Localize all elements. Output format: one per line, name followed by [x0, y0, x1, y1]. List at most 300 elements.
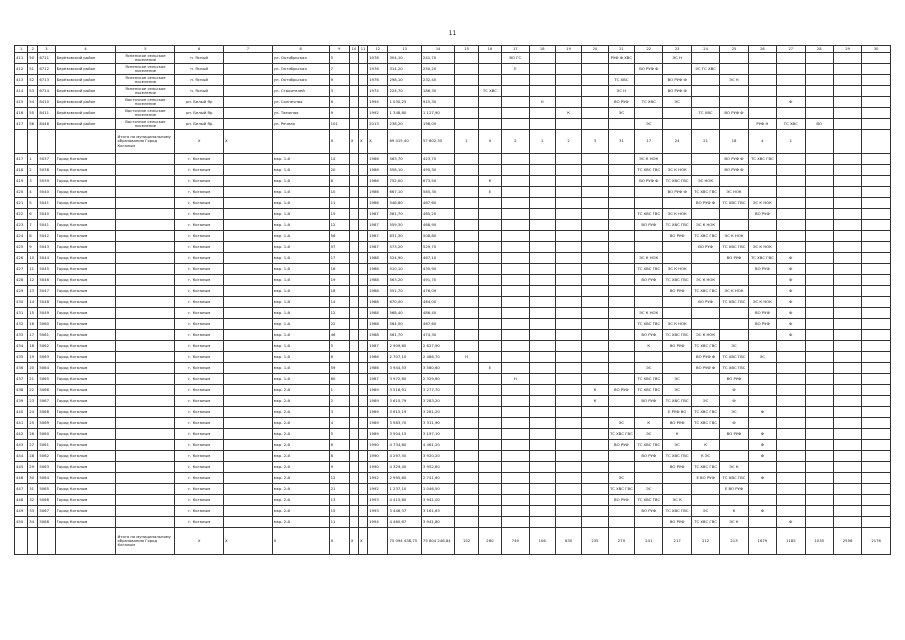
table-cell: 2013: [368, 119, 388, 130]
table-cell: [478, 53, 501, 64]
table-cell: [555, 418, 581, 429]
table-cell: ТС ХВС ГВС: [635, 440, 663, 451]
table-cell: Город Когалым: [55, 297, 116, 308]
table-cell: 491,70: [421, 275, 454, 286]
table-cell: [833, 97, 861, 108]
table-cell: [359, 396, 368, 407]
table-cell: 1976: [368, 64, 388, 75]
table-cell: [805, 418, 833, 429]
table-cell: Город Когалым: [55, 187, 116, 198]
table-cell: [529, 363, 555, 374]
table-cell: 3 283,20: [421, 396, 454, 407]
table-cell: [608, 297, 634, 308]
table-cell: ВО РУФ: [663, 341, 691, 352]
table-cell: [349, 396, 358, 407]
col-number: 12: [368, 46, 388, 53]
table-cell: 1987: [368, 220, 388, 231]
table-cell: 563,70: [388, 154, 421, 165]
table-cell: Город Когалым: [55, 308, 116, 319]
table-cell: [862, 119, 891, 130]
table-cell: 1993: [368, 506, 388, 517]
table-cell: 11: [329, 198, 349, 209]
table-cell: [502, 495, 529, 506]
table-cell: [555, 165, 581, 176]
table-cell: [224, 187, 273, 198]
table-cell: 53: [28, 86, 38, 97]
table-cell: 224,70: [388, 86, 421, 97]
table-cell: 60: [329, 374, 349, 385]
table-cell: [478, 429, 501, 440]
table-cell: мкр. 1-й: [272, 363, 329, 374]
table-cell: [224, 451, 273, 462]
table-cell: Е: [478, 187, 501, 198]
table-cell: [224, 462, 273, 473]
table-cell: [555, 385, 581, 396]
table-cell: 250,20: [421, 64, 454, 75]
table-cell: 568,40: [388, 308, 421, 319]
table-cell: 2 627,90: [421, 341, 454, 352]
col-number: 8: [272, 46, 329, 53]
table-cell: [805, 198, 833, 209]
table-cell: [455, 75, 478, 86]
table-cell: [748, 86, 776, 97]
table-cell: 1986: [368, 352, 388, 363]
table-row: [15, 462, 891, 473]
table-cell: Город Когалым: [55, 506, 116, 517]
table-cell: [224, 53, 273, 64]
table-cell: [635, 231, 663, 242]
table-row: [15, 264, 891, 275]
table-cell: [38, 528, 55, 555]
col-number: 6: [175, 46, 224, 53]
table-cell: Берёзовский район: [55, 53, 116, 64]
table-cell: [582, 451, 608, 462]
table-cell: 17: [28, 330, 38, 341]
table-cell: 15: [28, 308, 38, 319]
table-cell: [582, 440, 608, 451]
table-cell: [833, 154, 861, 165]
table-cell: 4: [329, 418, 349, 429]
table-cell: [224, 209, 273, 220]
table-cell: [502, 440, 529, 451]
table-cell: [455, 341, 478, 352]
table-cell: 21: [28, 374, 38, 385]
table-cell: Ф: [777, 319, 805, 330]
table-row: [15, 220, 891, 231]
table-cell: [502, 165, 529, 176]
table-cell: [224, 352, 273, 363]
table-cell: г. Когалым: [175, 297, 224, 308]
table-cell: [349, 363, 358, 374]
table-cell: [478, 308, 501, 319]
table-cell: [224, 286, 273, 297]
table-cell: [805, 264, 833, 275]
table-cell: 430: [15, 297, 28, 308]
table-cell: ЭС К НОК: [663, 209, 691, 220]
table-cell: ЭС К НОК: [748, 198, 776, 209]
table-cell: ВО РУФ: [635, 396, 663, 407]
table-cell: [455, 495, 478, 506]
table-cell: 1: [329, 385, 349, 396]
table-cell: 450: [15, 517, 28, 528]
table-cell: [635, 517, 663, 528]
table-cell: 9: [329, 108, 349, 119]
table-cell: ВО РУФ: [635, 330, 663, 341]
table-cell: [748, 484, 776, 495]
table-row: [15, 253, 891, 264]
table-cell: 752,00: [388, 176, 421, 187]
table-cell: [608, 253, 634, 264]
table-cell: [862, 495, 891, 506]
table-cell: 2: [28, 165, 38, 176]
table-cell: [635, 407, 663, 418]
table-cell: [833, 275, 861, 286]
table-cell: ЭС НОК: [720, 187, 748, 198]
table-cell: ВО РУФ Ф: [635, 176, 663, 187]
table-cell: 5069: [38, 418, 55, 429]
table-cell: [455, 242, 478, 253]
table-cell: [359, 64, 368, 75]
table-cell: [359, 506, 368, 517]
col-number: 16: [478, 46, 501, 53]
table-cell: [224, 264, 273, 275]
table-cell: [478, 242, 501, 253]
table-cell: [691, 119, 719, 130]
table-cell: ТС ХВС ГВС: [663, 275, 691, 286]
table-cell: [529, 484, 555, 495]
table-cell: Восточное сельское поселение: [116, 108, 175, 119]
table-cell: 5068: [38, 517, 55, 528]
table-cell: [748, 286, 776, 297]
table-cell: 52: [28, 75, 38, 86]
table-cell: [116, 165, 175, 176]
table-cell: [582, 418, 608, 429]
table-cell: 12: [329, 220, 349, 231]
table-cell: 4: [28, 187, 38, 198]
table-cell: [862, 451, 891, 462]
table-cell: [833, 418, 861, 429]
table-cell: [349, 198, 358, 209]
table-cell: 670,00: [388, 297, 421, 308]
table-cell: 487,60: [421, 198, 454, 209]
table-cell: [805, 97, 833, 108]
table-cell: [502, 319, 529, 330]
table-cell: мкр. 1-й: [272, 253, 329, 264]
table-cell: Город Когалым: [55, 352, 116, 363]
table-cell: 2 329,60: [421, 374, 454, 385]
table-cell: [529, 506, 555, 517]
table-cell: [777, 385, 805, 396]
table-cell: [555, 53, 581, 64]
table-cell: К: [663, 429, 691, 440]
table-cell: [555, 484, 581, 495]
table-cell: 28: [28, 451, 38, 462]
col-number: 1: [15, 46, 28, 53]
table-cell: [555, 176, 581, 187]
table-cell: [349, 264, 358, 275]
table-cell: 32: [28, 495, 38, 506]
table-cell: г. Когалым: [175, 440, 224, 451]
table-cell: ВО: [805, 119, 833, 130]
table-cell: 1989: [368, 396, 388, 407]
table-cell: [748, 341, 776, 352]
table-cell: ЭС: [663, 374, 691, 385]
table-cell: [862, 396, 891, 407]
table-cell: мкр. 1-й: [272, 286, 329, 297]
table-cell: 558,10: [388, 165, 421, 176]
table-cell: [862, 418, 891, 429]
table-cell: [720, 97, 748, 108]
table-cell: [777, 451, 805, 462]
table-cell: [116, 363, 175, 374]
table-cell: [116, 418, 175, 429]
table-cell: [582, 330, 608, 341]
table-cell: 14: [329, 154, 349, 165]
table-cell: 416: [15, 108, 28, 119]
table-cell: рп. Белый Яр: [175, 108, 224, 119]
table-cell: Берёзовский район: [55, 97, 116, 108]
table-cell: [833, 506, 861, 517]
table-cell: ЭС К НОК: [720, 231, 748, 242]
table-cell: [748, 53, 776, 64]
table-cell: 561,70: [388, 330, 421, 341]
table-cell: г. Когалым: [175, 165, 224, 176]
table-cell: 423: [15, 220, 28, 231]
table-cell: [502, 484, 529, 495]
table-cell: 5065: [38, 484, 55, 495]
table-cell: мкр. 2-й: [272, 440, 329, 451]
table-cell: г. Когалым: [175, 473, 224, 484]
table-cell: [478, 64, 501, 75]
table-cell: 4 460,67: [388, 517, 421, 528]
table-row: [15, 165, 891, 176]
table-cell: 2: [502, 130, 529, 154]
table-cell: ЭС К НОК: [748, 297, 776, 308]
table-cell: Город Когалым: [55, 484, 116, 495]
table-cell: ВО РУФ: [608, 385, 634, 396]
table-cell: [116, 209, 175, 220]
table-cell: [805, 53, 833, 64]
table-cell: [349, 385, 358, 396]
table-cell: Ф: [777, 264, 805, 275]
table-cell: 439: [15, 396, 28, 407]
table-cell: [608, 242, 634, 253]
table-cell: Е: [502, 64, 529, 75]
table-cell: 1 046,50: [421, 484, 454, 495]
table-cell: [608, 506, 634, 517]
table-cell: рп. Белый Яр: [175, 119, 224, 130]
table-cell: 5068: [38, 407, 55, 418]
column-numbers-row: [15, 46, 891, 53]
table-cell: [862, 330, 891, 341]
table-cell: 34: [28, 517, 38, 528]
table-cell: [555, 374, 581, 385]
table-cell: 411: [15, 53, 28, 64]
table-cell: ВО РУФ Ф: [663, 86, 691, 97]
table-cell: [455, 330, 478, 341]
table-cell: г. Когалым: [175, 396, 224, 407]
table-cell: [582, 154, 608, 165]
table-cell: [359, 264, 368, 275]
table-cell: 1: [777, 130, 805, 154]
table-cell: [529, 286, 555, 297]
table-cell: ТС ХВС ГВС: [748, 253, 776, 264]
table-cell: [748, 418, 776, 429]
table-cell: 1986: [368, 187, 388, 198]
table-cell: 630: [555, 528, 581, 555]
table-cell: 1992: [368, 484, 388, 495]
table-cell: 3 952,80: [421, 462, 454, 473]
table-cell: [478, 275, 501, 286]
table-cell: 8: [329, 451, 349, 462]
table-cell: [455, 264, 478, 275]
table-cell: [529, 308, 555, 319]
table-cell: [555, 209, 581, 220]
table-cell: [455, 517, 478, 528]
table-cell: 440: [15, 407, 28, 418]
table-cell: [359, 341, 368, 352]
table-cell: [777, 220, 805, 231]
table-cell: Ф: [777, 97, 805, 108]
table-cell: [359, 363, 368, 374]
table-cell: ЭС К НОК: [691, 275, 719, 286]
table-cell: ВО РУФ Ф: [720, 154, 748, 165]
table-cell: 476,09: [421, 286, 454, 297]
table-cell: К: [582, 396, 608, 407]
table-cell: ВО РУФ: [720, 374, 748, 385]
table-cell: 13: [28, 286, 38, 297]
table-cell: 15: [329, 209, 349, 220]
table-cell: ТС ХВС ГВС: [635, 165, 663, 176]
table-cell: ТС ХВС ГВС: [635, 495, 663, 506]
table-cell: [663, 154, 691, 165]
table-cell: 424: [15, 231, 28, 242]
table-cell: [555, 341, 581, 352]
table-cell: [478, 330, 501, 341]
table-cell: 5039: [38, 176, 55, 187]
table-cell: [777, 374, 805, 385]
table-cell: [349, 75, 358, 86]
table-cell: [349, 86, 358, 97]
table-cell: К: [635, 341, 663, 352]
table-cell: [116, 154, 175, 165]
table-cell: [529, 385, 555, 396]
table-cell: [748, 396, 776, 407]
table-cell: 3 516,91: [388, 385, 421, 396]
table-row: [15, 429, 891, 440]
table-cell: ул. Октябрьская: [272, 75, 329, 86]
table-cell: [359, 352, 368, 363]
table-cell: [748, 374, 776, 385]
table-cell: [663, 108, 691, 119]
table-cell: ТС ХВС: [691, 108, 719, 119]
table-cell: [478, 198, 501, 209]
table-cell: ТС ХВС ГВС: [663, 506, 691, 517]
col-number: 20: [582, 46, 608, 53]
table-cell: [833, 451, 861, 462]
table-cell: [582, 209, 608, 220]
table-cell: 2: [329, 396, 349, 407]
table-cell: [116, 231, 175, 242]
table-row: [15, 418, 891, 429]
table-cell: ЭС К: [720, 462, 748, 473]
table-cell: [748, 275, 776, 286]
table-cell: ТС ХВС ГВС: [691, 418, 719, 429]
table-cell: мкр. 1-й: [272, 319, 329, 330]
table-cell: 449: [15, 506, 28, 517]
table-cell: [862, 108, 891, 119]
table-cell: [529, 64, 555, 75]
table-cell: [38, 130, 55, 154]
table-cell: [349, 308, 358, 319]
table-cell: Х: [349, 528, 358, 555]
table-cell: [833, 473, 861, 484]
table-cell: [663, 297, 691, 308]
table-cell: [805, 385, 833, 396]
table-cell: ЭС: [720, 341, 748, 352]
table-cell: мкр. 1-й: [272, 275, 329, 286]
table-cell: [349, 341, 358, 352]
table-cell: [691, 86, 719, 97]
table-cell: [224, 495, 273, 506]
table-cell: [349, 473, 358, 484]
table-cell: [805, 297, 833, 308]
table-cell: ТС ХВС ГВС: [691, 286, 719, 297]
table-cell: [502, 220, 529, 231]
table-cell: [862, 64, 891, 75]
table-cell: 3 504,15: [388, 429, 421, 440]
table-cell: 1990: [368, 462, 388, 473]
table-cell: [502, 187, 529, 198]
table-cell: [748, 176, 776, 187]
table-cell: [691, 165, 719, 176]
table-cell: 3 161,63: [421, 506, 454, 517]
table-cell: 1989: [368, 429, 388, 440]
table-cell: ЭС К НОК: [748, 242, 776, 253]
table-cell: [862, 198, 891, 209]
table-row: [15, 330, 891, 341]
table-cell: [455, 108, 478, 119]
table-cell: 2556: [833, 528, 861, 555]
table-cell: 438: [15, 385, 28, 396]
table-cell: [272, 130, 329, 154]
table-cell: 56: [329, 231, 349, 242]
table-cell: [478, 495, 501, 506]
table-cell: [748, 64, 776, 75]
table-cell: [359, 429, 368, 440]
table-cell: [359, 462, 368, 473]
table-cell: [582, 363, 608, 374]
table-cell: [224, 253, 273, 264]
table-cell: [224, 97, 273, 108]
table-cell: г. Когалым: [175, 517, 224, 528]
table-cell: 915,30: [421, 97, 454, 108]
table-cell: [582, 517, 608, 528]
table-cell: Ф: [777, 275, 805, 286]
table-cell: п. Ясный: [175, 75, 224, 86]
table-cell: [349, 506, 358, 517]
table-cell: [777, 495, 805, 506]
table-cell: ВО ГС: [502, 53, 529, 64]
table-cell: [635, 286, 663, 297]
table-cell: ТС ХВС ГВС: [691, 187, 719, 198]
table-cell: [862, 242, 891, 253]
table-cell: [555, 75, 581, 86]
housing-register-table: [14, 45, 891, 555]
table-row: [15, 154, 891, 165]
table-cell: [635, 108, 663, 119]
table-cell: [833, 220, 861, 231]
